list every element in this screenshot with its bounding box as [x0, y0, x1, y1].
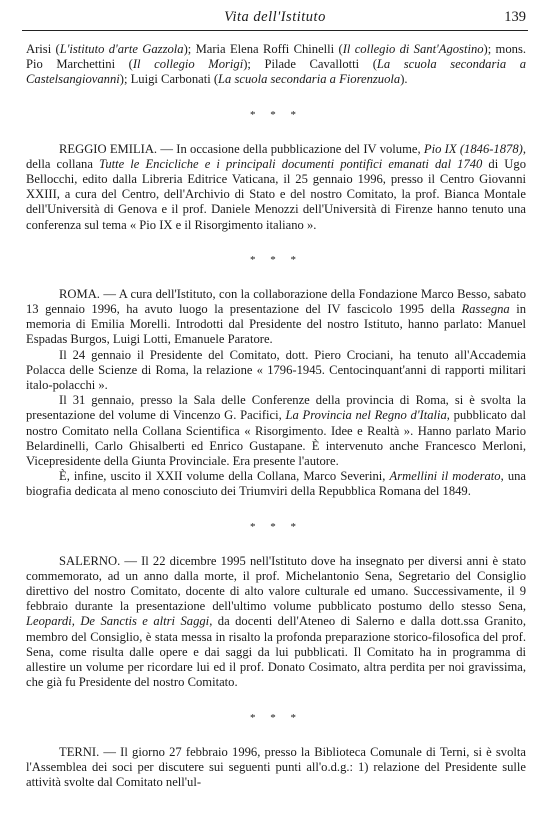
running-title: Vita dell'Istituto [224, 9, 326, 25]
paragraph-roma: ROMA. — A cura dell'Istituto, con la collaborazione della Fondazione Marco Besso, sabato 13 gennaio 1996, ha avuto luogo la presentazione del IV fascicolo 1995 della Rassegna in memoria di Emilia Morelli. Introdotti dal Presidente del nostro Istituto, hanno parlato: Manuel Espadas Burgos, Luigi Lotti, Emanuele Paratore. [26, 286, 526, 347]
paragraph-reggio-emilia: REGGIO EMILIA. — In occasione della pubblicazione del IV volume, Pio IX (1846-1878), della collana Tutte le Encicliche e i principali documenti pontifici emanati dal 1740 di Ugo Bellocchi, edito dalla Libreria Editrice Vaticana, il 25 gennaio 1996, presso il Centro Giovanni XXIII, a cura del Centro, dell'Archivio di Stato e del nostro Comitato, la prof. Bianca Montale dell'Università di Genova e il prof. Daniele Menozzi dell'Università di Firenze hanno tenuto una conferenza sul tema « Pio IX e il Risorgimento italiano ». [26, 141, 526, 232]
page-body [26, 42, 526, 790]
page-header [22, 8, 528, 31]
section-separator: * * * [250, 711, 302, 724]
paragraph-roma-2: Il 24 gennaio il Presidente del Comitato, dott. Piero Crociani, ha tenuto all'Accademia Polacca delle Scienze di Roma, la relazione « 1796-1945. Centocinquant'anni di rapporti militari italo-polacchi ». [26, 347, 526, 393]
paragraph-roma-3: Il 31 gennaio, presso la Sala delle Conferenze della provincia di Roma, si è svolta la presentazione del volume di Vincenzo G. Pacifici, La Provincia nel Regno d'Italia, pubblicato dal nostro Comitato nella Collana Scientifica « Risorgimento. Idee e Realtà ». Hanno parlato Mario Belardinelli, Carlo Ghisalberti ed Enrico Gustapane. È intervenuto anche Francesco Merloni, Vicepresidente della Giunta Provinciale. Era presente l'autore. [26, 393, 526, 469]
page-number: 139 [504, 9, 526, 25]
section-separator: * * * [250, 520, 302, 533]
paragraph-salerno: SALERNO. — Il 22 dicembre 1995 nell'Istituto dove ha insegnato per diversi anni è stato commemorato, ad un anno dalla morte, il prof. Michelantonio Sena, Segretario del Consiglio direttivo del nostro Comitato, docente di alto valore culturale ed umano. Successivamente, il 9 febbraio durante la presentazione dell'ultimo volume pubblicato postumo dello stesso Sena, Leopardi, De Sanctis e altri Saggi, da docenti dell'Ateneo di Salerno e dalla dott.ssa Granito, membro del Consiglio, è stata messa in risalto la profonda preparazione storico-filosofica del prof. Sena, come risulta dalle opere e dai saggi da lui pubblicati. Il Comitato ha in programma di allestire un volume per ricordare lui ed il prof. Donato Cosimato, altra perdita per noi gravissima, che già fu Presidente del nostro Comitato. [26, 553, 526, 690]
paragraph-roma-4: È, infine, uscito il XXII volume della Collana, Marco Severini, Armellini il moderato, una biografia dedicata al meno conosciuto dei Triumviri della Repubblica Romana del 1849. [26, 469, 527, 499]
paragraph-terni: TERNI. — Il giorno 27 febbraio 1996, presso la Biblioteca Comunale di Terni, si è svolta l'Assemblea dei soci per discutere sui seguenti punti all'o.d.g.: 1) relazione del Presidente sulle attività svolte dal Comitato nell'ul- [26, 744, 526, 789]
section-separator: * * * [250, 108, 302, 121]
section-separator: * * * [250, 253, 302, 266]
paragraph-continuation: Arisi (L'istituto d'arte Gazzola); Maria Elena Roffi Chinelli (Il collegio di Sant'Agostino); mons. Pio Marchettini (Il collegio Morigi); Pilade Cavallotti (La scuola secondaria a Castelsangiovanni); Luigi Carbonati (La scuola secondaria a Fiorenzuola). [26, 42, 527, 87]
